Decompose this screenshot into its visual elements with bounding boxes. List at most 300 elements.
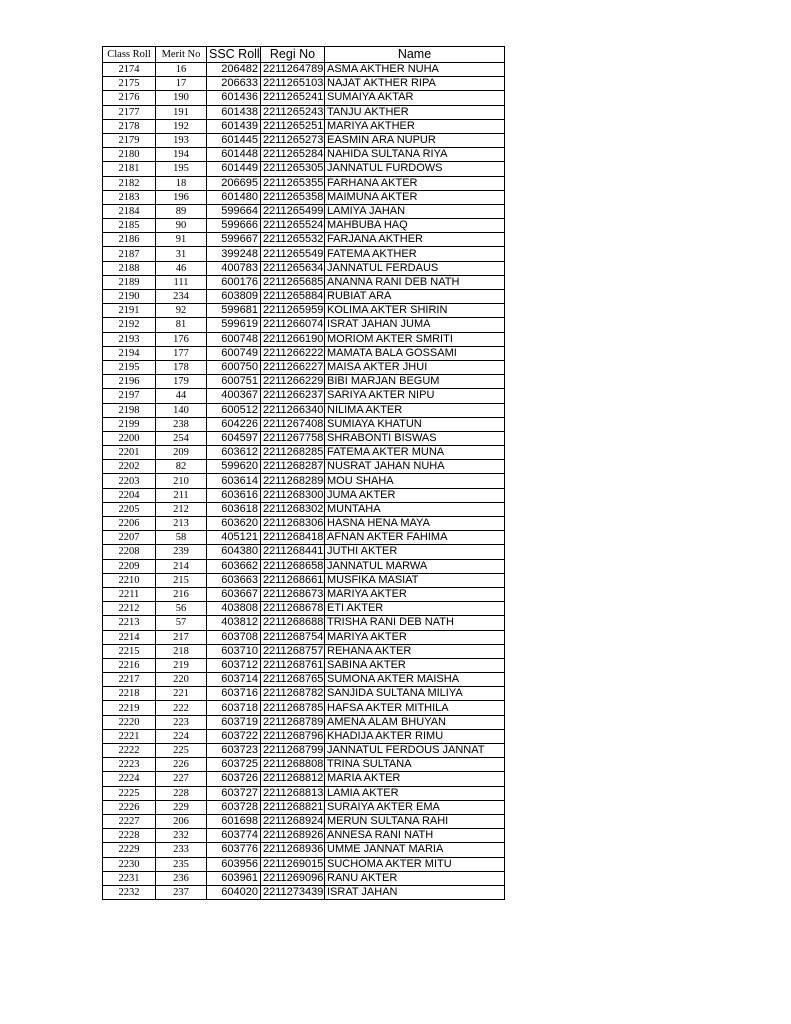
regi-no-cell: 2211266190 — [261, 332, 325, 346]
merit-no-cell: 210 — [156, 474, 207, 488]
name-cell: LAMIYA JAHAN — [325, 204, 505, 218]
name-cell: RUBIAT ARA — [325, 290, 505, 304]
header-class-roll: Class Roll — [103, 47, 156, 63]
name-cell: ASMA AKTHER NUHA — [325, 63, 505, 77]
table-row — [103, 63, 505, 77]
name-cell: SARIYA AKTER NIPU — [325, 389, 505, 403]
table-row — [103, 431, 505, 445]
class-roll-cell: 2176 — [103, 91, 156, 105]
merit-no-cell: 81 — [156, 318, 207, 332]
merit-no-cell: 213 — [156, 517, 207, 531]
name-cell: AMENA ALAM BHUYAN — [325, 715, 505, 729]
class-roll-cell: 2180 — [103, 148, 156, 162]
ssc-roll-cell: 603776 — [207, 843, 261, 857]
table-row — [103, 602, 505, 616]
class-roll-cell: 2199 — [103, 417, 156, 431]
table-row — [103, 758, 505, 772]
regi-no-cell: 2211268658 — [261, 559, 325, 573]
name-cell: ISRAT JAHAN — [325, 885, 505, 899]
class-roll-cell: 2215 — [103, 644, 156, 658]
merit-no-cell: 219 — [156, 658, 207, 672]
ssc-roll-cell: 604020 — [207, 885, 261, 899]
ssc-roll-cell: 603618 — [207, 502, 261, 516]
ssc-roll-cell: 599667 — [207, 233, 261, 247]
class-roll-cell: 2221 — [103, 729, 156, 743]
table-row — [103, 290, 505, 304]
ssc-roll-cell: 601439 — [207, 119, 261, 133]
class-roll-cell: 2183 — [103, 190, 156, 204]
ssc-roll-cell: 600748 — [207, 332, 261, 346]
regi-no-cell: 2211269015 — [261, 857, 325, 871]
merit-no-cell: 140 — [156, 403, 207, 417]
merit-no-cell: 218 — [156, 644, 207, 658]
merit-no-cell: 193 — [156, 133, 207, 147]
merit-no-cell: 179 — [156, 375, 207, 389]
table-row — [103, 715, 505, 729]
class-roll-cell: 2184 — [103, 204, 156, 218]
regi-no-cell: 2211264789 — [261, 63, 325, 77]
class-roll-cell: 2197 — [103, 389, 156, 403]
name-cell: MARIYA AKTER — [325, 587, 505, 601]
name-cell: MAIMUNA AKTER — [325, 190, 505, 204]
merit-no-cell: 227 — [156, 772, 207, 786]
ssc-roll-cell: 603716 — [207, 687, 261, 701]
class-roll-cell: 2201 — [103, 446, 156, 460]
ssc-roll-cell: 603774 — [207, 829, 261, 843]
table-row — [103, 91, 505, 105]
ssc-roll-cell: 599681 — [207, 304, 261, 318]
ssc-roll-cell: 601436 — [207, 91, 261, 105]
merit-no-cell: 91 — [156, 233, 207, 247]
ssc-roll-cell: 601445 — [207, 133, 261, 147]
class-roll-cell: 2212 — [103, 602, 156, 616]
class-roll-cell: 2193 — [103, 332, 156, 346]
merit-no-cell: 178 — [156, 360, 207, 374]
regi-no-cell: 2211265358 — [261, 190, 325, 204]
name-cell: SURAIYA AKTER EMA — [325, 800, 505, 814]
class-roll-cell: 2178 — [103, 119, 156, 133]
header-name: Name — [325, 47, 505, 63]
ssc-roll-cell: 206482 — [207, 63, 261, 77]
ssc-roll-cell: 603712 — [207, 658, 261, 672]
name-cell: SUMAIYA AKTAR — [325, 91, 505, 105]
name-cell: MARIYA AKTER — [325, 630, 505, 644]
table-row — [103, 630, 505, 644]
merit-no-cell: 56 — [156, 602, 207, 616]
ssc-roll-cell: 599620 — [207, 460, 261, 474]
regi-no-cell: 2211268757 — [261, 644, 325, 658]
ssc-roll-cell: 206695 — [207, 176, 261, 190]
class-roll-cell: 2231 — [103, 871, 156, 885]
ssc-roll-cell: 601448 — [207, 148, 261, 162]
class-roll-cell: 2229 — [103, 843, 156, 857]
class-roll-cell: 2189 — [103, 275, 156, 289]
table-row — [103, 176, 505, 190]
merit-no-cell: 190 — [156, 91, 207, 105]
ssc-roll-cell: 603616 — [207, 488, 261, 502]
ssc-roll-cell: 601698 — [207, 814, 261, 828]
ssc-roll-cell: 601438 — [207, 105, 261, 119]
name-cell: JANNATUL FURDOWS — [325, 162, 505, 176]
ssc-roll-cell: 206633 — [207, 77, 261, 91]
ssc-roll-cell: 599666 — [207, 219, 261, 233]
ssc-roll-cell: 603718 — [207, 701, 261, 715]
ssc-roll-cell: 603961 — [207, 871, 261, 885]
regi-no-cell: 2211265284 — [261, 148, 325, 162]
ssc-roll-cell: 400367 — [207, 389, 261, 403]
class-roll-cell: 2214 — [103, 630, 156, 644]
header-row — [103, 47, 505, 63]
table-row — [103, 219, 505, 233]
student-list-table — [102, 46, 505, 900]
ssc-roll-cell: 603710 — [207, 644, 261, 658]
regi-no-cell: 2211268813 — [261, 786, 325, 800]
merit-no-cell: 192 — [156, 119, 207, 133]
class-roll-cell: 2200 — [103, 431, 156, 445]
regi-no-cell: 2211268289 — [261, 474, 325, 488]
table-row — [103, 673, 505, 687]
class-roll-cell: 2181 — [103, 162, 156, 176]
ssc-roll-cell: 400783 — [207, 261, 261, 275]
name-cell: MARIYA AKTHER — [325, 119, 505, 133]
ssc-roll-cell: 604380 — [207, 545, 261, 559]
table-row — [103, 119, 505, 133]
name-cell: FATEMA AKTER MUNA — [325, 446, 505, 460]
table-row — [103, 233, 505, 247]
name-cell: JANNATUL FERDAUS — [325, 261, 505, 275]
name-cell: ANNESA RANI NATH — [325, 829, 505, 843]
table-row — [103, 843, 505, 857]
name-cell: SABINA AKTER — [325, 658, 505, 672]
regi-no-cell: 2211268796 — [261, 729, 325, 743]
regi-no-cell: 2211265532 — [261, 233, 325, 247]
name-cell: MAHBUBA HAQ — [325, 219, 505, 233]
merit-no-cell: 177 — [156, 346, 207, 360]
merit-no-cell: 176 — [156, 332, 207, 346]
ssc-roll-cell: 601449 — [207, 162, 261, 176]
name-cell: MAMATA BALA GOSSAMI — [325, 346, 505, 360]
table-row — [103, 375, 505, 389]
merit-no-cell: 17 — [156, 77, 207, 91]
name-cell: RANU AKTER — [325, 871, 505, 885]
table-row — [103, 474, 505, 488]
name-cell: AFNAN AKTER FAHIMA — [325, 531, 505, 545]
name-cell: NUSRAT JAHAN NUHA — [325, 460, 505, 474]
table-row — [103, 162, 505, 176]
class-roll-cell: 2206 — [103, 517, 156, 531]
class-roll-cell: 2203 — [103, 474, 156, 488]
ssc-roll-cell: 603726 — [207, 772, 261, 786]
regi-no-cell: 2211268761 — [261, 658, 325, 672]
merit-no-cell: 220 — [156, 673, 207, 687]
class-roll-cell: 2192 — [103, 318, 156, 332]
regi-no-cell: 2211268782 — [261, 687, 325, 701]
ssc-roll-cell: 603708 — [207, 630, 261, 644]
merit-no-cell: 236 — [156, 871, 207, 885]
ssc-roll-cell: 601480 — [207, 190, 261, 204]
table-row — [103, 318, 505, 332]
name-cell: SANJIDA SULTANA MILIYA — [325, 687, 505, 701]
regi-no-cell: 2211267758 — [261, 431, 325, 445]
table-row — [103, 360, 505, 374]
regi-no-cell: 2211268924 — [261, 814, 325, 828]
ssc-roll-cell: 603667 — [207, 587, 261, 601]
table-row — [103, 389, 505, 403]
merit-no-cell: 90 — [156, 219, 207, 233]
regi-no-cell: 2211268302 — [261, 502, 325, 516]
table-row — [103, 332, 505, 346]
regi-no-cell: 2211265251 — [261, 119, 325, 133]
regi-no-cell: 2211265634 — [261, 261, 325, 275]
table-row — [103, 545, 505, 559]
ssc-roll-cell: 600176 — [207, 275, 261, 289]
table-row — [103, 644, 505, 658]
regi-no-cell: 2211265499 — [261, 204, 325, 218]
table-row — [103, 658, 505, 672]
name-cell: NILIMA AKTER — [325, 403, 505, 417]
ssc-roll-cell: 600512 — [207, 403, 261, 417]
class-roll-cell: 2217 — [103, 673, 156, 687]
merit-no-cell: 221 — [156, 687, 207, 701]
regi-no-cell: 2211268936 — [261, 843, 325, 857]
table-row — [103, 190, 505, 204]
merit-no-cell: 212 — [156, 502, 207, 516]
merit-no-cell: 57 — [156, 616, 207, 630]
table-row — [103, 800, 505, 814]
class-roll-cell: 2195 — [103, 360, 156, 374]
class-roll-cell: 2194 — [103, 346, 156, 360]
table-row — [103, 729, 505, 743]
ssc-roll-cell: 600749 — [207, 346, 261, 360]
name-cell: FARHANA AKTER — [325, 176, 505, 190]
regi-no-cell: 2211268441 — [261, 545, 325, 559]
class-roll-cell: 2213 — [103, 616, 156, 630]
ssc-roll-cell: 603728 — [207, 800, 261, 814]
name-cell: SUMIAYA KHATUN — [325, 417, 505, 431]
table-row — [103, 573, 505, 587]
ssc-roll-cell: 604597 — [207, 431, 261, 445]
name-cell: SUCHOMA AKTER MITU — [325, 857, 505, 871]
regi-no-cell: 2211268808 — [261, 758, 325, 772]
class-roll-cell: 2218 — [103, 687, 156, 701]
merit-no-cell: 234 — [156, 290, 207, 304]
ssc-roll-cell: 603612 — [207, 446, 261, 460]
merit-no-cell: 232 — [156, 829, 207, 843]
table-row — [103, 77, 505, 91]
regi-no-cell: 2211273439 — [261, 885, 325, 899]
regi-no-cell: 2211268812 — [261, 772, 325, 786]
regi-no-cell: 2211268799 — [261, 744, 325, 758]
name-cell: SHRABONTI BISWAS — [325, 431, 505, 445]
merit-no-cell: 16 — [156, 63, 207, 77]
merit-no-cell: 228 — [156, 786, 207, 800]
header-ssc-roll: SSC Roll — [207, 47, 261, 63]
table-row — [103, 814, 505, 828]
ssc-roll-cell: 603725 — [207, 758, 261, 772]
merit-no-cell: 111 — [156, 275, 207, 289]
regi-no-cell: 2211265884 — [261, 290, 325, 304]
ssc-roll-cell: 599664 — [207, 204, 261, 218]
class-roll-cell: 2175 — [103, 77, 156, 91]
regi-no-cell: 2211268765 — [261, 673, 325, 687]
table-row — [103, 446, 505, 460]
regi-no-cell: 2211268688 — [261, 616, 325, 630]
name-cell: JANNATUL MARWA — [325, 559, 505, 573]
class-roll-cell: 2207 — [103, 531, 156, 545]
merit-no-cell: 225 — [156, 744, 207, 758]
regi-no-cell: 2211267408 — [261, 417, 325, 431]
class-roll-cell: 2219 — [103, 701, 156, 715]
table-row — [103, 871, 505, 885]
regi-no-cell: 2211265355 — [261, 176, 325, 190]
class-roll-cell: 2179 — [103, 133, 156, 147]
name-cell: EASMIN ARA NUPUR — [325, 133, 505, 147]
table-row — [103, 247, 505, 261]
table-row — [103, 417, 505, 431]
table-row — [103, 488, 505, 502]
regi-no-cell: 2211268754 — [261, 630, 325, 644]
class-roll-cell: 2182 — [103, 176, 156, 190]
merit-no-cell: 237 — [156, 885, 207, 899]
header-regi-no: Regi No — [261, 47, 325, 63]
merit-no-cell: 195 — [156, 162, 207, 176]
merit-no-cell: 191 — [156, 105, 207, 119]
table-row — [103, 304, 505, 318]
class-roll-cell: 2225 — [103, 786, 156, 800]
class-roll-cell: 2187 — [103, 247, 156, 261]
class-roll-cell: 2208 — [103, 545, 156, 559]
regi-no-cell: 2211268285 — [261, 446, 325, 460]
name-cell: SUMONA AKTER MAISHA — [325, 673, 505, 687]
regi-no-cell: 2211266074 — [261, 318, 325, 332]
table-row — [103, 559, 505, 573]
regi-no-cell: 2211269096 — [261, 871, 325, 885]
name-cell: JUMA AKTER — [325, 488, 505, 502]
merit-no-cell: 58 — [156, 531, 207, 545]
ssc-roll-cell: 603662 — [207, 559, 261, 573]
name-cell: MORIOM AKTER SMRITI — [325, 332, 505, 346]
merit-no-cell: 82 — [156, 460, 207, 474]
class-roll-cell: 2205 — [103, 502, 156, 516]
class-roll-cell: 2196 — [103, 375, 156, 389]
table-row — [103, 346, 505, 360]
name-cell: MERUN SULTANA RAHI — [325, 814, 505, 828]
regi-no-cell: 2211265243 — [261, 105, 325, 119]
merit-no-cell: 224 — [156, 729, 207, 743]
merit-no-cell: 235 — [156, 857, 207, 871]
regi-no-cell: 2211265241 — [261, 91, 325, 105]
regi-no-cell: 2211268300 — [261, 488, 325, 502]
class-roll-cell: 2226 — [103, 800, 156, 814]
header-merit-no: Merit No — [156, 47, 207, 63]
class-roll-cell: 2222 — [103, 744, 156, 758]
name-cell: REHANA AKTER — [325, 644, 505, 658]
regi-no-cell: 2211268673 — [261, 587, 325, 601]
regi-no-cell: 2211265103 — [261, 77, 325, 91]
ssc-roll-cell: 603714 — [207, 673, 261, 687]
name-cell: MUSFIKA MASIAT — [325, 573, 505, 587]
name-cell: JANNATUL FERDOUS JANNAT — [325, 744, 505, 758]
ssc-roll-cell: 603727 — [207, 786, 261, 800]
ssc-roll-cell: 600750 — [207, 360, 261, 374]
merit-no-cell: 254 — [156, 431, 207, 445]
class-roll-cell: 2191 — [103, 304, 156, 318]
class-roll-cell: 2216 — [103, 658, 156, 672]
name-cell: FARJANA AKTHER — [325, 233, 505, 247]
table-row — [103, 105, 505, 119]
merit-no-cell: 44 — [156, 389, 207, 403]
regi-no-cell: 2211268678 — [261, 602, 325, 616]
class-roll-cell: 2188 — [103, 261, 156, 275]
table-row — [103, 275, 505, 289]
regi-no-cell: 2211268785 — [261, 701, 325, 715]
merit-no-cell: 211 — [156, 488, 207, 502]
table-row — [103, 857, 505, 871]
class-roll-cell: 2227 — [103, 814, 156, 828]
merit-no-cell: 209 — [156, 446, 207, 460]
ssc-roll-cell: 603809 — [207, 290, 261, 304]
regi-no-cell: 2211266340 — [261, 403, 325, 417]
table-row — [103, 204, 505, 218]
class-roll-cell: 2198 — [103, 403, 156, 417]
regi-no-cell: 2211266237 — [261, 389, 325, 403]
table-row — [103, 587, 505, 601]
name-cell: UMME JANNAT MARIA — [325, 843, 505, 857]
table-row — [103, 133, 505, 147]
name-cell: ETI AKTER — [325, 602, 505, 616]
class-roll-cell: 2211 — [103, 587, 156, 601]
name-cell: TRISHA RANI DEB NATH — [325, 616, 505, 630]
ssc-roll-cell: 603614 — [207, 474, 261, 488]
name-cell: FATEMA AKTHER — [325, 247, 505, 261]
regi-no-cell: 2211265305 — [261, 162, 325, 176]
table-row — [103, 531, 505, 545]
table-row — [103, 829, 505, 843]
name-cell: MARIA AKTER — [325, 772, 505, 786]
ssc-roll-cell: 603722 — [207, 729, 261, 743]
name-cell: ANANNA RANI DEB NATH — [325, 275, 505, 289]
class-roll-cell: 2177 — [103, 105, 156, 119]
class-roll-cell: 2190 — [103, 290, 156, 304]
merit-no-cell: 206 — [156, 814, 207, 828]
ssc-roll-cell: 600751 — [207, 375, 261, 389]
ssc-roll-cell: 604226 — [207, 417, 261, 431]
ssc-roll-cell: 603723 — [207, 744, 261, 758]
regi-no-cell: 2211268661 — [261, 573, 325, 587]
ssc-roll-cell: 399248 — [207, 247, 261, 261]
ssc-roll-cell: 603620 — [207, 517, 261, 531]
class-roll-cell: 2185 — [103, 219, 156, 233]
name-cell: KHADIJA AKTER RIMU — [325, 729, 505, 743]
ssc-roll-cell: 603956 — [207, 857, 261, 871]
name-cell: LAMIA AKTER — [325, 786, 505, 800]
table-row — [103, 885, 505, 899]
table-row — [103, 616, 505, 630]
class-roll-cell: 2230 — [103, 857, 156, 871]
ssc-roll-cell: 403812 — [207, 616, 261, 630]
table-row — [103, 786, 505, 800]
merit-no-cell: 223 — [156, 715, 207, 729]
table-body — [103, 63, 505, 900]
merit-no-cell: 216 — [156, 587, 207, 601]
merit-no-cell: 196 — [156, 190, 207, 204]
class-roll-cell: 2174 — [103, 63, 156, 77]
regi-no-cell: 2211265273 — [261, 133, 325, 147]
class-roll-cell: 2186 — [103, 233, 156, 247]
regi-no-cell: 2211268789 — [261, 715, 325, 729]
ssc-roll-cell: 403808 — [207, 602, 261, 616]
name-cell: KOLIMA AKTER SHIRIN — [325, 304, 505, 318]
